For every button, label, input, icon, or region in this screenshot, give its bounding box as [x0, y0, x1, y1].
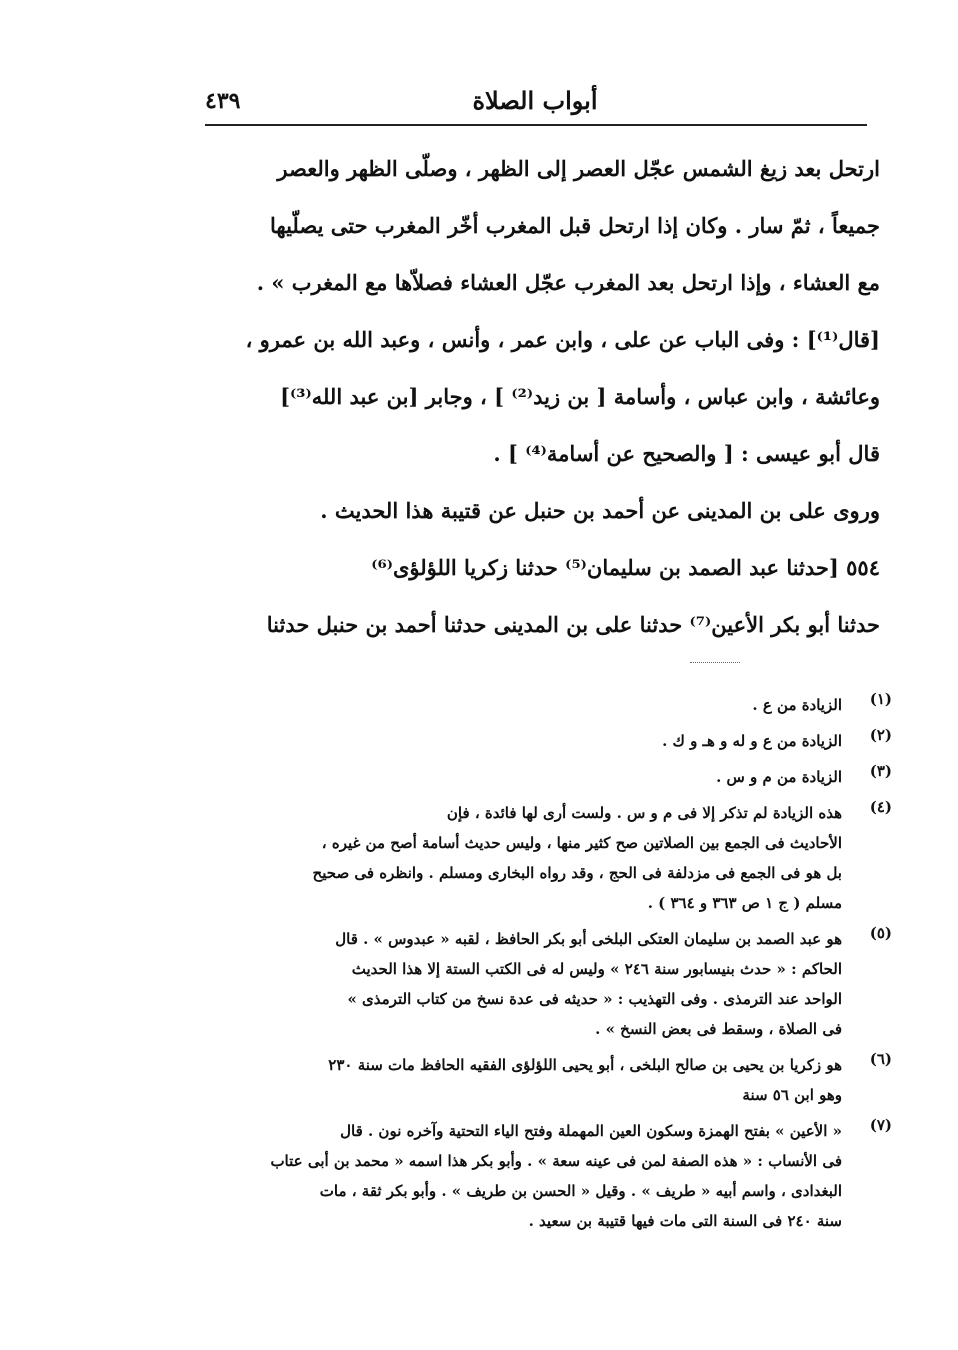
footnote-number: (٤): [869, 798, 892, 816]
text-line: وروى على بن المدينى عن أحمد بن حنبل عن قتيبة هذا الحديث .: [320, 498, 880, 523]
footnote-number: (٦): [869, 1050, 892, 1068]
text-line: قال أبو عيسى : [ والصحيح عن أسامة⁽⁴⁾ ] .: [493, 441, 880, 466]
footnote-line: هو عبد الصمد بن سليمان العتكى البلخى أبو بكر الحافظ ، لقبه « عبدوس » . قال: [335, 930, 842, 948]
footnote: [205, 798, 892, 918]
footnote-line: البغدادى ، واسم أبيه « طريف » . وقيل « الحسن بن طريف » . وأبو بكر ثقة ، مات: [319, 1182, 842, 1200]
footnote: [205, 690, 892, 720]
footnote: [205, 726, 892, 756]
text-line: جميعاً ، ثمّ سار . وكان إذا ارتحل قبل المغرب أخّر المغرب حتى يصلّيها: [270, 213, 880, 238]
text-line: حدثنا أبو بكر الأعين⁽⁷⁾ حدثنا على بن المدينى حدثنا أحمد بن حنبل حدثنا: [266, 612, 880, 637]
page-number: ٤٣٩: [205, 88, 241, 114]
footnotes: [205, 690, 892, 1242]
footnote-number: (٥): [869, 924, 892, 942]
page-header: [205, 82, 865, 122]
footnote-line: الزيادة من م و س .: [716, 768, 842, 786]
footnote-line: الزيادة من ع و له و هـ و ك .: [662, 732, 842, 750]
footnote-number: (١): [869, 690, 892, 708]
footnote-number: (٢): [869, 726, 892, 744]
footnote: [205, 924, 892, 1044]
footnote-number: (٧): [869, 1116, 892, 1134]
text-line: [قال⁽¹⁾] : وفى الباب عن على ، وابن عمر ، وأنس ، وعبد الله بن عمرو ،: [245, 327, 880, 352]
footnote: [205, 762, 892, 792]
footnote-line: الواحد عند الترمذى . وفى التهذيب : « حديثه فى عدة نسخ من كتاب الترمذى »: [347, 990, 842, 1008]
footnote-line: وهو ابن ٥٦ سنة: [742, 1086, 842, 1104]
footnote-number: (٣): [869, 762, 892, 780]
footnote-line: مسلم ( ج ١ ص ٣٦٣ و ٣٦٤ ) .: [647, 894, 842, 912]
footnote-line: هذه الزيادة لم تذكر إلا فى م و س . ولست أرى لها فائدة ، فإن: [446, 804, 842, 822]
footnote: [205, 1116, 892, 1236]
footnote-line: الحاكم : « حدث بنيسابور سنة ٢٤٦ » وليس له فى الكتب الستة إلا هذا الحديث: [351, 960, 842, 978]
footnote-line: سنة ٢٤٠ فى السنة التى مات فيها قتيبة بن سعيد .: [528, 1212, 842, 1230]
footnote-line: هو زكريا بن يحيى بن صالح البلخى ، أبو يحيى اللؤلؤى الفقيه الحافظ مات سنة ٢٣٠: [328, 1056, 842, 1074]
footnote-line: فى الأنساب : « هذه الصفة لمن فى عينه سعة » . وأبو بكر هذا اسمه « محمد بن أبى عتاب: [270, 1152, 842, 1170]
header-rule: [205, 124, 867, 126]
footnote-line: « الأعين » بفتح الهمزة وسكون العين المهملة وفتح الياء التحتية وآخره نون . قال: [340, 1122, 842, 1140]
footnote-line: الزيادة من ع .: [752, 696, 842, 714]
page-title: أبواب الصلاة: [472, 86, 598, 115]
text-line: وعائشة ، وابن عباس ، وأسامة [ بن زيد⁽²⁾ ] ، وجابر [بن عبد الله⁽³⁾]: [280, 384, 880, 409]
main-text: [195, 140, 880, 653]
footnote-line: بل هو فى الجمع فى مزدلفة فى الحج ، وقد رواه البخارى ومسلم . وانظره فى صحيح: [312, 864, 842, 882]
footnote: [205, 1050, 892, 1110]
footnote-line: الأحاديث فى الجمع بين الصلاتين صح كثير منها ، وليس حديث أسامة أصح من غيره ،: [321, 834, 842, 852]
footnote-line: فى الصلاة ، وسقط فى بعض النسخ » .: [595, 1020, 842, 1038]
text-line: ٥٥٤ [حدثنا عبد الصمد بن سليمان⁽⁵⁾ حدثنا زكريا اللؤلؤى⁽⁶⁾: [371, 555, 880, 580]
text-line: مع العشاء ، وإذا ارتحل بعد المغرب عجّل العشاء فصلاّها مع المغرب » .: [256, 270, 880, 295]
text-line: ارتحل بعد زيغ الشمس عجّل العصر إلى الظهر ، وصلّى الظهر والعصر: [277, 156, 880, 181]
footnote-separator: [690, 662, 740, 663]
